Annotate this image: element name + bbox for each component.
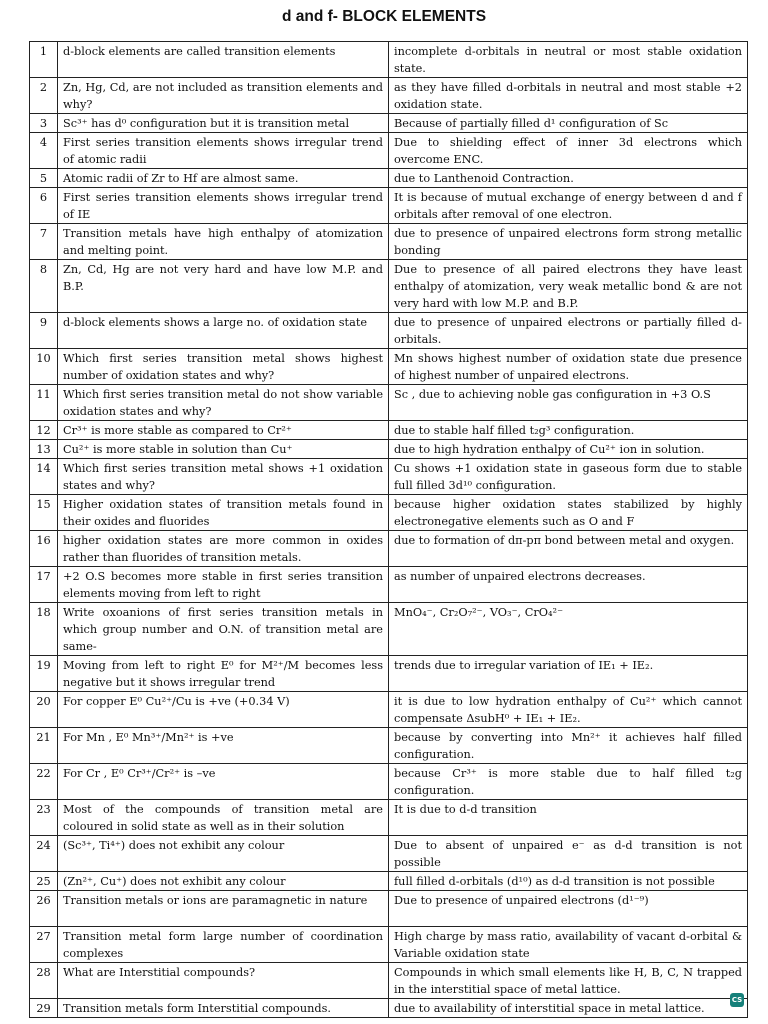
table-row: [30, 567, 748, 603]
row-number: 12: [30, 421, 58, 440]
statement-cell: d-block elements are called transition elements: [58, 42, 389, 78]
statement-cell: Atomic radii of Zr to Hf are almost same.: [58, 169, 389, 188]
row-number: 19: [30, 656, 58, 692]
row-number: 14: [30, 459, 58, 495]
table-row: [30, 313, 748, 349]
row-number: 3: [30, 114, 58, 133]
table-row: [30, 728, 748, 764]
explanation-cell: trends due to irregular variation of IE₁ + IE₂.: [389, 656, 748, 692]
statement-cell: Higher oxidation states of transition metals found in their oxides and fluorides: [58, 495, 389, 531]
statement-cell: Transition metals have high enthalpy of atomization and melting point.: [58, 224, 389, 260]
statement-cell: Sc³⁺ has d⁰ configuration but it is transition metal: [58, 114, 389, 133]
statement-cell: Which first series transition metal shows +1 oxidation states and why?: [58, 459, 389, 495]
explanation-cell: because higher oxidation states stabilized by highly electronegative elements such as O and F: [389, 495, 748, 531]
table-row: [30, 169, 748, 188]
explanation-cell: MnO₄⁻, Cr₂O₇²⁻, VO₃⁻, CrO₄²⁻: [389, 603, 748, 656]
table-row: [30, 114, 748, 133]
row-number: 2: [30, 78, 58, 114]
table-row: [30, 692, 748, 728]
table-row: [30, 656, 748, 692]
row-number: 15: [30, 495, 58, 531]
explanation-cell: incomplete d-orbitals in neutral or most stable oxidation state.: [389, 42, 748, 78]
explanation-cell: due to availability of interstitial space in metal lattice.: [389, 999, 748, 1018]
explanation-cell: due to Lanthenoid Contraction.: [389, 169, 748, 188]
row-number: 16: [30, 531, 58, 567]
table-row: [30, 999, 748, 1018]
row-number: 25: [30, 872, 58, 891]
statement-cell: First series transition elements shows irregular trend of atomic radii: [58, 133, 389, 169]
statement-cell: +2 O.S becomes more stable in first series transition elements moving from left to right: [58, 567, 389, 603]
explanation-cell: full filled d-orbitals (d¹⁰) as d-d transition is not possible: [389, 872, 748, 891]
table-row: [30, 927, 748, 963]
statement-cell: Write oxoanions of first series transition metals in which group number and O.N. of transition metal are same-: [58, 603, 389, 656]
explanation-cell: due to presence of unpaired electrons or partially filled d-orbitals.: [389, 313, 748, 349]
row-number: 6: [30, 188, 58, 224]
row-number: 27: [30, 927, 58, 963]
row-number: 7: [30, 224, 58, 260]
table-row: [30, 42, 748, 78]
statement-cell: Moving from left to right E⁰ for M²⁺/M becomes less negative but it shows irregular trend: [58, 656, 389, 692]
statement-cell: (Zn²⁺, Cu⁺) does not exhibit any colour: [58, 872, 389, 891]
explanation-cell: due to formation of dπ-pπ bond between metal and oxygen.: [389, 531, 748, 567]
explanation-cell: because Cr³⁺ is more stable due to half filled t₂g configuration.: [389, 764, 748, 800]
table-row: [30, 440, 748, 459]
explanation-cell: due to high hydration enthalpy of Cu²⁺ ion in solution.: [389, 440, 748, 459]
table-row: [30, 133, 748, 169]
statement-cell: For Cr , E⁰ Cr³⁺/Cr²⁺ is –ve: [58, 764, 389, 800]
explanation-cell: Cu shows +1 oxidation state in gaseous form due to stable full filled 3d¹⁰ configuration.: [389, 459, 748, 495]
camscanner-logo-icon: CS: [730, 993, 744, 1007]
explanation-cell: Compounds in which small elements like H, B, C, N trapped in the interstitial space of metal lattice.: [389, 963, 748, 999]
table-row: [30, 78, 748, 114]
statement-cell: Which first series transition metal do not show variable oxidation states and why?: [58, 385, 389, 421]
statement-cell: First series transition elements shows irregular trend of IE: [58, 188, 389, 224]
table-row: [30, 603, 748, 656]
table-row: [30, 872, 748, 891]
table-row: [30, 349, 748, 385]
table-row: [30, 421, 748, 440]
statement-cell: What are Interstitial compounds?: [58, 963, 389, 999]
explanation-cell: as number of unpaired electrons decreases.: [389, 567, 748, 603]
statement-cell: Transition metals form Interstitial compounds.: [58, 999, 389, 1018]
statement-cell: Transition metal form large number of coordination complexes: [58, 927, 389, 963]
statement-cell: Transition metals or ions are paramagnetic in nature: [58, 891, 389, 927]
table-row: [30, 531, 748, 567]
table-row: [30, 963, 748, 999]
row-number: 18: [30, 603, 58, 656]
row-number: 29: [30, 999, 58, 1018]
statement-cell: Zn, Cd, Hg are not very hard and have low M.P. and B.P.: [58, 260, 389, 313]
row-number: 21: [30, 728, 58, 764]
row-number: 5: [30, 169, 58, 188]
explanation-cell: due to stable half filled t₂g³ configuration.: [389, 421, 748, 440]
statement-cell: Cu²⁺ is more stable in solution than Cu⁺: [58, 440, 389, 459]
row-number: 20: [30, 692, 58, 728]
table-row: [30, 224, 748, 260]
statement-cell: Which first series transition metal shows highest number of oxidation states and why?: [58, 349, 389, 385]
row-number: 8: [30, 260, 58, 313]
explanation-cell: Due to shielding effect of inner 3d electrons which overcome ENC.: [389, 133, 748, 169]
statement-cell: higher oxidation states are more common in oxides rather than fluorides of transition metals.: [58, 531, 389, 567]
row-number: 9: [30, 313, 58, 349]
explanation-cell: It is because of mutual exchange of energy between d and f orbitals after removal of one electron.: [389, 188, 748, 224]
table-row: [30, 260, 748, 313]
table-row: [30, 764, 748, 800]
explanation-cell: Due to presence of unpaired electrons (d¹⁻⁹): [389, 891, 748, 927]
qa-table: [29, 41, 748, 1018]
explanation-cell: because by converting into Mn²⁺ it achieves half filled configuration.: [389, 728, 748, 764]
table-row: [30, 891, 748, 927]
explanation-cell: Mn shows highest number of oxidation state due presence of highest number of unpaired electrons.: [389, 349, 748, 385]
explanation-cell: Due to presence of all paired electrons they have least enthalpy of atomization, very weak metallic bond & are not very hard with low M.P. and B.P.: [389, 260, 748, 313]
explanation-cell: Sc , due to achieving noble gas configuration in +3 O.S: [389, 385, 748, 421]
row-number: 1: [30, 42, 58, 78]
table-row: [30, 188, 748, 224]
explanation-cell: due to presence of unpaired electrons form strong metallic bonding: [389, 224, 748, 260]
explanation-cell: Because of partially filled d¹ configuration of Sc: [389, 114, 748, 133]
explanation-cell: as they have filled d-orbitals in neutral and most stable +2 oxidation state.: [389, 78, 748, 114]
row-number: 23: [30, 800, 58, 836]
statement-cell: Cr³⁺ is more stable as compared to Cr²⁺: [58, 421, 389, 440]
row-number: 28: [30, 963, 58, 999]
row-number: 17: [30, 567, 58, 603]
statement-cell: Most of the compounds of transition metal are coloured in solid state as well as in their solution: [58, 800, 389, 836]
explanation-cell: High charge by mass ratio, availability of vacant d-orbital & Variable oxidation state: [389, 927, 748, 963]
statement-cell: (Sc³⁺, Ti⁴⁺) does not exhibit any colour: [58, 836, 389, 872]
row-number: 4: [30, 133, 58, 169]
row-number: 22: [30, 764, 58, 800]
table-row: [30, 495, 748, 531]
row-number: 10: [30, 349, 58, 385]
statement-cell: Zn, Hg, Cd, are not included as transition elements and why?: [58, 78, 389, 114]
statement-cell: For Mn , E⁰ Mn³⁺/Mn²⁺ is +ve: [58, 728, 389, 764]
row-number: 13: [30, 440, 58, 459]
row-number: 11: [30, 385, 58, 421]
table-row: [30, 459, 748, 495]
table-row: [30, 836, 748, 872]
page-title: d and f- BLOCK ELEMENTS: [281, 8, 487, 25]
explanation-cell: it is due to low hydration enthalpy of Cu²⁺ which cannot compensate ΔsubH⁰ + IE₁ + IE₂.: [389, 692, 748, 728]
statement-cell: For copper E⁰ Cu²⁺/Cu is +ve (+0.34 V): [58, 692, 389, 728]
statement-cell: d-block elements shows a large no. of oxidation state: [58, 313, 389, 349]
row-number: 24: [30, 836, 58, 872]
table-row: [30, 385, 748, 421]
explanation-cell: Due to absent of unpaired e⁻ as d-d transition is not possible: [389, 836, 748, 872]
explanation-cell: It is due to d-d transition: [389, 800, 748, 836]
row-number: 26: [30, 891, 58, 927]
table-row: [30, 800, 748, 836]
